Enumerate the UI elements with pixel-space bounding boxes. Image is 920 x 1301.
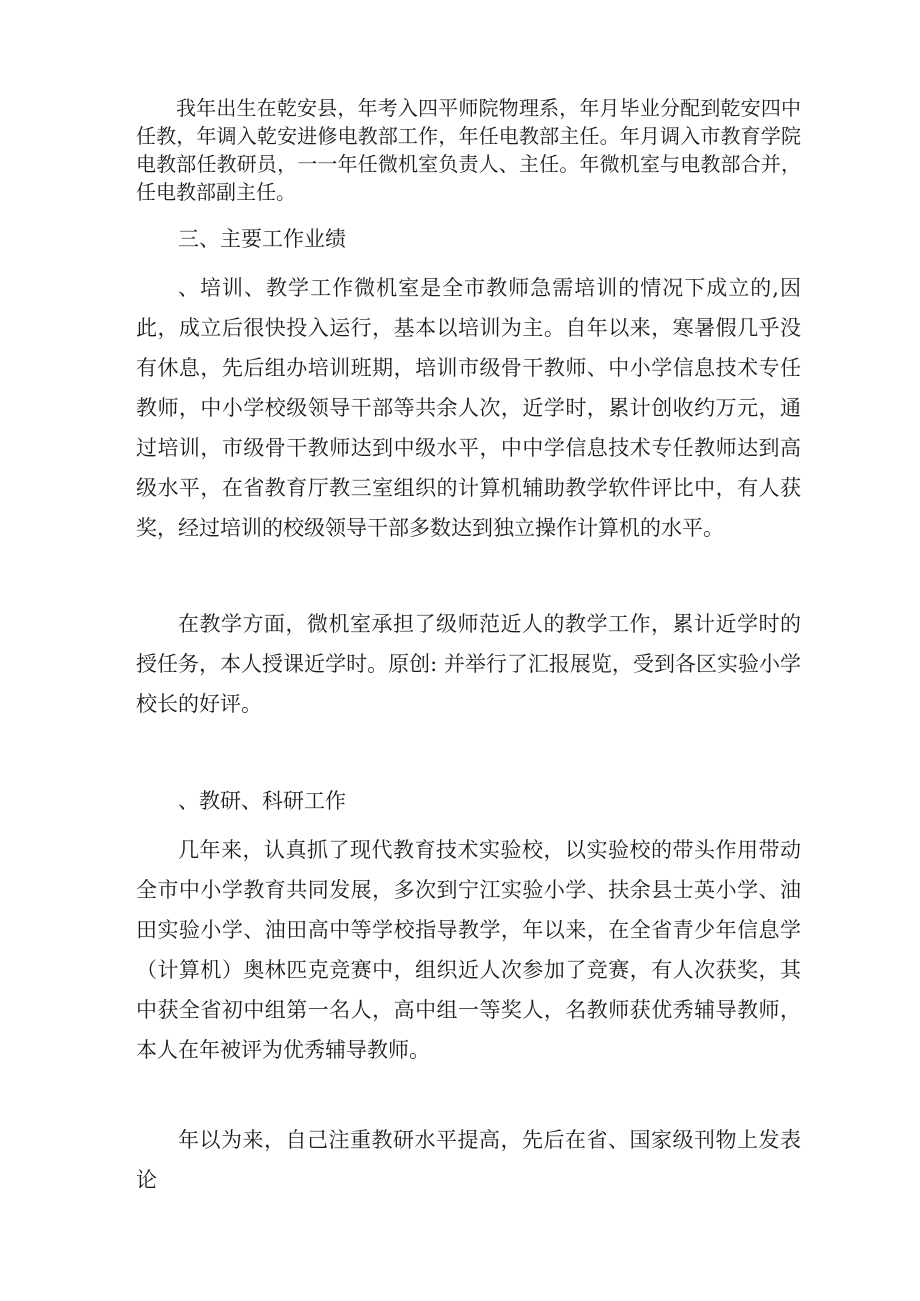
paragraph-research: 几年来，认真抓了现代教育技术实验校，以实验校的带头作用带动全市中小学教育共同发展，多次到宁江实验小学、扶余县士英小学、油田实验小学、油田高中等学校指导教学，年以来，在全省青少年信息学（计算机）奥林匹克竞赛中，组织近人次参加了竞赛，有人次获奖，其中获全省初中组第一名人，高中组一等奖人，名教师获优秀辅导教师，本人在年被评为优秀辅导教师。	[136, 838, 801, 1062]
paragraph-publications: 年以为来，自己注重教研水平提高，先后在省、国家级刊物上发表论	[136, 1128, 801, 1192]
section-heading-main-achievements: 三、主要工作业绩	[178, 227, 346, 251]
section-heading-research: 、教研、科研工作	[178, 789, 346, 813]
paragraph-training: 、培训、教学工作微机室是全市教师急需培训的情况下成立的,因此，成立后很快投入运行，基本以培训为主。自年以来，寒暑假几乎没有休息，先后组办培训班期，培训市级骨干教师、中小学信息技术专任教师，中小学校级领导干部等共余人次，近学时，累计创收约万元，通过培训，市级骨干教师达到中级水平，中中学信息技术专任教师达到高级水平，在省教育厅教三室组织的计算机辅助教学软件评比中，有人获奖，经过培训的校级领导干部多数达到独立操作计算机的水平。	[136, 276, 801, 540]
paragraph-teaching: 在教学方面，微机室承担了级师范近人的教学工作，累计近学时的授任务，本人授课近学时。原创: 并举行了汇报展览，受到各区实验小学校长的好评。	[136, 612, 801, 716]
paragraph-bio: 我年出生在乾安县，年考入四平师院物理系，年月毕业分配到乾安四中任教，年调入乾安进修电教部工作，年任电教部主任。年月调入市教育学院电教部任教研员，一一年任微机室负责人、主任。年微机室与电教部合并，任电教部副主任。	[136, 96, 801, 204]
